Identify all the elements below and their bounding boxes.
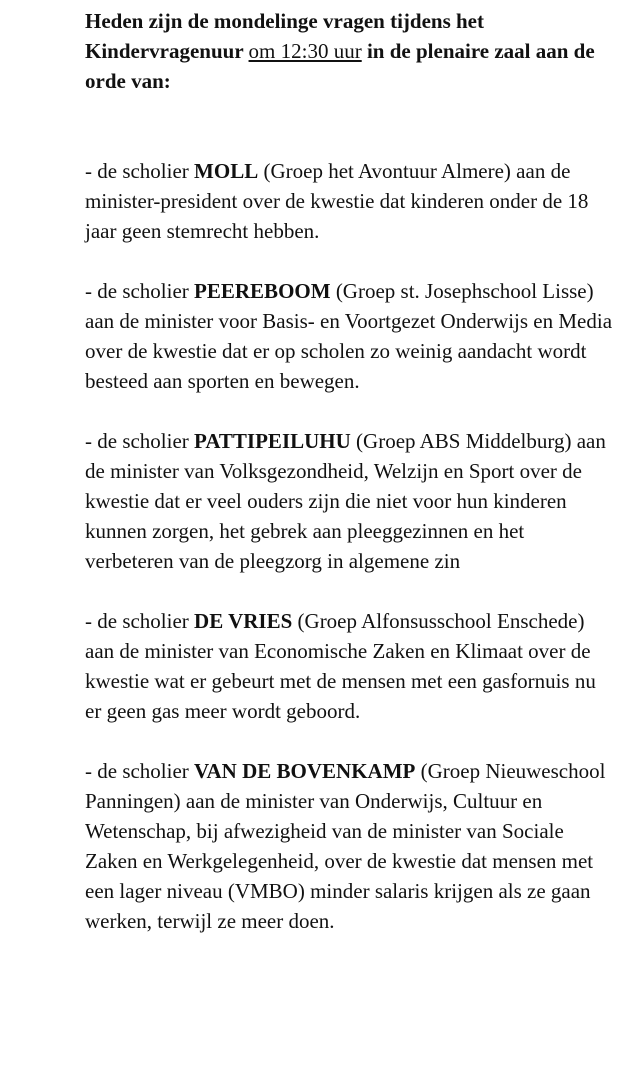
- entry-prefix: - de scholier: [85, 279, 195, 303]
- entry-prefix: - de scholier: [85, 429, 195, 453]
- entry-text: (Groep st. Josephschool Lisse) aan de minister voor Basis- en Voortgezet Onderwijs en Media over de kwestie dat er op scholen zo weinig aandacht wordt besteed aan sporten en bewegen.: [85, 279, 613, 393]
- entry-text: (Groep het Avontuur Almere) aan de minister-president over de kwestie dat kinderen onder de 18 jaar geen stemrecht hebben.: [85, 159, 589, 243]
- entry-prefix: - de scholier: [85, 759, 195, 783]
- entry-text: (Groep Nieuweschool Panningen) aan de minister van Onderwijs, Cultuur en Wetenschap, bij afwezigheid van de minister van Sociale Zaken en Werkgelegenheid, over de kwestie dat mensen met een lager niveau (VMBO) minder salaris krijgen als ze gaan werken, terwijl ze meer doen.: [85, 759, 606, 933]
- student-name: PATTIPEILUHU: [194, 429, 351, 453]
- question-entry: [85, 276, 615, 396]
- question-list: [85, 156, 615, 936]
- entry-prefix: - de scholier: [85, 159, 195, 183]
- question-entry: [85, 606, 615, 726]
- entry-text: (Groep ABS Middelburg) aan de minister van Volksgezondheid, Welzijn en Sport over de kwestie dat er veel ouders zijn die niet voor hun kinderen kunnen zorgen, het gebrek aan pleeggezinnen en het verbeteren van de pleegzorg in algemene zin: [85, 429, 606, 573]
- document-body: [85, 6, 615, 936]
- heading-text-start: Heden zijn de mondelinge vragen tijdens het Kindervragenuur: [85, 9, 484, 63]
- student-name: VAN DE BOVENKAMP: [194, 759, 416, 783]
- heading-text-end: in de plenaire zaal aan de orde van:: [85, 39, 595, 93]
- student-name: DE VRIES: [194, 609, 293, 633]
- entry-text: (Groep Alfonsusschool Enschede) aan de minister van Economische Zaken en Klimaat over de kwestie wat er gebeurt met de mensen met een gasfornuis nu er geen gas meer wordt geboord.: [85, 609, 596, 723]
- question-entry: [85, 756, 615, 936]
- entry-prefix: - de scholier: [85, 609, 195, 633]
- heading-time-link[interactable]: om 12:30 uur: [248, 39, 362, 63]
- announcement-heading: [85, 6, 615, 96]
- student-name: MOLL: [194, 159, 259, 183]
- question-entry: [85, 426, 615, 576]
- student-name: PEEREBOOM: [194, 279, 331, 303]
- question-entry: [85, 156, 615, 246]
